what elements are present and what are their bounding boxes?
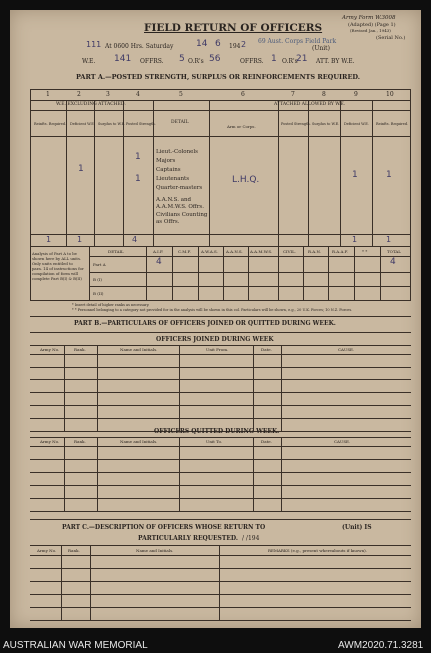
- part-c-header-army-no: Army No.: [37, 548, 57, 553]
- adapted-note: (Adapted) (Page 1): [348, 22, 396, 28]
- analysis-header-other: * *: [362, 249, 368, 254]
- analysis-header-aamws: A.A.M.W.S.: [250, 249, 273, 254]
- joined-header-unit-from: Unit From.: [206, 347, 229, 352]
- att-allowed-heading: ATTACHED ALLOWED BY W.E.: [274, 102, 346, 107]
- form-title: FIELD RETURN OF OFFICERS: [144, 22, 323, 34]
- col-number-5: 5: [179, 91, 183, 98]
- at-hours-label: At 0600 Hrs. Saturday: [105, 43, 174, 50]
- analysis-row-b1: B (I): [93, 277, 102, 282]
- header-posted-strength: Posted Strength.: [126, 122, 156, 126]
- analysis-line-3: Only units entitled to: [32, 261, 73, 266]
- hw-unit-code: 111: [86, 40, 102, 49]
- col-number-10: 10: [386, 91, 394, 98]
- footer-accession-number: AWM2020.71.3281: [338, 640, 424, 651]
- quitted-header-unit-to: Unit To.: [206, 439, 223, 444]
- hw-total-2: 1: [77, 235, 83, 244]
- hw-ors-value: 56: [209, 54, 221, 64]
- rank-majors: Majors: [156, 158, 176, 164]
- quitted-header-name: Name and Initials.: [120, 439, 158, 444]
- analysis-line-2: shown here by ALL units.: [32, 256, 82, 261]
- analysis-header-aif: A.I.F.: [153, 249, 164, 254]
- col-number-6: 6: [241, 91, 245, 98]
- part-c-header-name: Name and Initials.: [136, 548, 174, 553]
- quitted-header-cause: CAUSE.: [334, 439, 351, 444]
- rank-civilians: Civilians Counting: [156, 212, 208, 218]
- analysis-line-5: compilation of form will: [32, 271, 78, 276]
- quitted-header-army-no: Army No.: [40, 439, 60, 444]
- rank-civilians-2: as Offrs.: [156, 219, 180, 225]
- analysis-header-aans: A.A.N.S.: [226, 249, 243, 254]
- col-number-4: 4: [136, 91, 140, 98]
- joined-title: OFFICERS JOINED DURING WEEK: [156, 336, 274, 343]
- rank-lieutenants: Lieutenants: [156, 176, 190, 182]
- analysis-row-b2: B (II): [93, 291, 104, 296]
- hw-total-value: 4: [390, 257, 396, 267]
- hw-total-10: 1: [386, 235, 392, 244]
- revised-note: (Revised Jan., 1943): [350, 28, 391, 33]
- col-number-9: 9: [354, 91, 358, 98]
- form-sheet: [10, 10, 421, 628]
- footer-institution: AUSTRALIAN WAR MEMORIAL: [3, 640, 148, 651]
- hw-total-4: 4: [132, 235, 138, 244]
- rank-quarter-masters: Quarter-masters: [156, 185, 203, 191]
- detail-heading: DETAIL: [171, 120, 189, 125]
- quitted-header-rank: Rank.: [74, 439, 86, 444]
- att-label: ATT. BY W.E.: [316, 58, 355, 65]
- serial-label: (Serial No.): [376, 35, 406, 41]
- analysis-header-total: TOTAL: [387, 249, 401, 254]
- analysis-header-detail: DETAIL: [108, 249, 124, 254]
- year-label: 194: [229, 43, 241, 50]
- joined-header-army-no: Army No.: [40, 347, 60, 352]
- rank-lieut-colonels: Lieut.-Colonels: [156, 149, 198, 155]
- analysis-line-4: para. 14 of instructions for: [32, 266, 84, 271]
- offrs-label: OFFRS.: [140, 58, 164, 65]
- hw-arm-corps: L.H.Q.: [232, 175, 260, 185]
- hw-ors2: 21: [296, 54, 308, 64]
- joined-header-name: Name and Initials.: [120, 347, 158, 352]
- part-c-header-rank: Rank.: [68, 548, 80, 553]
- header-att-surplus: Surplus to W.E.: [312, 122, 340, 126]
- rank-aans: A.A.N.S. and: [156, 197, 192, 203]
- analysis-header-cmf: C.M.F.: [178, 249, 191, 254]
- hw-month: 6: [215, 39, 221, 49]
- we-excl-heading: W.E. EXCLUDING ATTACHED.: [56, 102, 126, 107]
- part-c-date: / /194: [242, 535, 260, 542]
- archive-footer: [0, 636, 431, 653]
- hw-att-reinfts: 1: [386, 170, 392, 180]
- quitted-header-date: Date.: [261, 439, 272, 444]
- header-att-deficient: Deficient W.E.: [344, 122, 369, 126]
- note-higher-ranks: * Insert detail of higher ranks as necessary.: [72, 303, 150, 307]
- col-number-2: 2: [77, 91, 81, 98]
- part-b-heading: PART B.—PARTICULARS OF OFFICERS JOINED OR QUITTED DURING WEEK.: [74, 320, 336, 327]
- part-c-heading: PART C.—DESCRIPTION OF OFFICERS WHOSE RETURN TO: [62, 524, 266, 531]
- col-number-1: 1: [46, 91, 50, 98]
- col-number-3: 3: [106, 91, 110, 98]
- part-c-header-remarks: REMARKS (e.g., present whereabouts if known).: [268, 548, 367, 553]
- header-deficient-we: Deficient W.E.: [70, 122, 95, 126]
- header-surplus-we: Surplus to W.E.: [98, 122, 126, 126]
- joined-header-cause: CAUSE.: [338, 347, 355, 352]
- hw-we-offrs: 141: [114, 54, 132, 64]
- analysis-header-civil: CIVIL.: [283, 249, 297, 254]
- hw-total-1: 1: [46, 235, 52, 244]
- header-att-posted-strength: Posted Strength.: [281, 122, 311, 126]
- hw-ors: 5: [179, 54, 185, 64]
- joined-header-date: Date.: [261, 347, 272, 352]
- we-label: W.E.: [82, 58, 96, 65]
- col-number-7: 7: [291, 91, 295, 98]
- unit-label: (Unit): [312, 45, 330, 52]
- hw-year-suffix: 2: [241, 40, 247, 49]
- part-c-unit-is: (Unit) IS: [342, 524, 372, 531]
- hw-deficient-value: 1: [78, 164, 84, 174]
- hw-day: 14: [196, 39, 208, 49]
- hw-posted-value: 1: [135, 152, 141, 162]
- offrs2-label: OFFRS.: [240, 58, 264, 65]
- part-c-requested: PARTICULARLY REQUESTED.: [138, 535, 238, 542]
- joined-header-rank: Rank.: [74, 347, 86, 352]
- header-reinfts-required: Reinfts. Required.: [34, 122, 67, 126]
- note-personnel: * * Personnel belonging to a category not provided for in the analysis will be shown in this col. Particulars will be shown, e.g., 20 U.K. Forces; 10 N.Z. Forces.: [72, 308, 353, 312]
- analysis-line-6: complete Part B(I) & B(II): [32, 276, 82, 281]
- analysis-header-awas: A.W.A.S.: [201, 249, 218, 254]
- unit-stamp: 69 Aust. Corps Field Park: [258, 38, 337, 45]
- hw-aif-value: 4: [156, 257, 162, 267]
- analysis-header-raaf: R.A.A.F.: [332, 249, 349, 254]
- hw-posted-value-2: 1: [135, 174, 141, 184]
- hw-offrs2: 1: [271, 54, 277, 64]
- header-att-reinfts: Reinfts. Required.: [376, 122, 409, 126]
- header-arm-or-corps: Arm or Corps.: [227, 124, 256, 129]
- part-a-heading: PART A.—POSTED STRENGTH, SURPLUS OR REINFORCEMENTS REQUIRED.: [76, 73, 361, 81]
- quitted-title: OFFICERS QUITTED DURING WEEK.: [154, 428, 280, 435]
- ors2-label: O.R's: [282, 58, 298, 65]
- col-number-8: 8: [322, 91, 326, 98]
- army-form-number: Army Form W.3008: [342, 15, 396, 21]
- rank-aamws: A.A.M.W.S. Offrs.: [156, 204, 204, 210]
- analysis-row-part-a: Part A: [93, 262, 106, 267]
- analysis-header-ran: R.A.N.: [308, 249, 321, 254]
- hw-att-deficient: 1: [352, 170, 358, 180]
- ors-label: O.R's: [188, 58, 204, 65]
- hw-total-9: 1: [352, 235, 358, 244]
- analysis-line-1: Analysis of Part A to be: [32, 251, 77, 256]
- rank-captains: Captains: [156, 167, 181, 173]
